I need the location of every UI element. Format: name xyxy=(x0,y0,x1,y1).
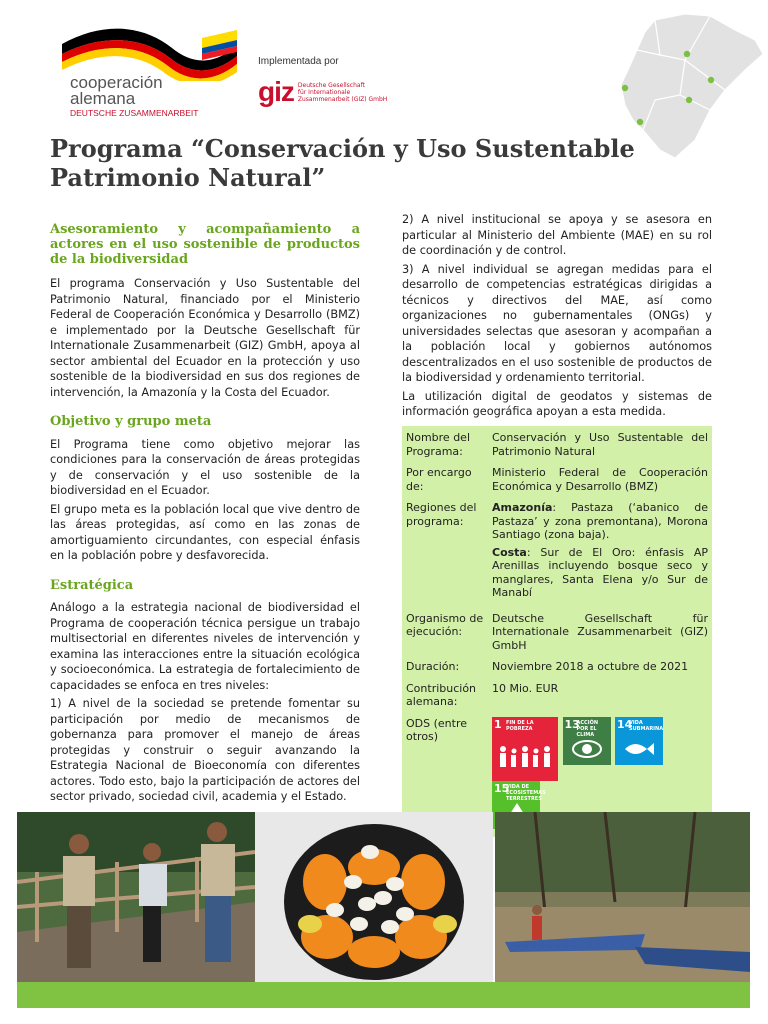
paragraph-nivel-sociedad: 1) A nivel de la sociedad se pretende fomentar su participación por medio de mecanismos de gobernanza para promover el manejo de áreas protegidas y construir o seguir avanzando la Estrategia Nacional de Bioeconomía con diferentes actores. Todo esto, bajo la participación de actores del sector privado, sociedad civil, academia y el Estado. xyxy=(50,697,360,803)
row-value: Conservación y Uso Sustentable del Patrimonio Natural xyxy=(492,431,708,458)
row-key: Duración: xyxy=(406,660,460,673)
right-column xyxy=(402,212,712,423)
paragraph-geodatos: La utilización digital de geodatos y sistemas de información geográfica apoyan a esta medida. xyxy=(402,389,712,418)
paragraph-nivel-institucional: 2) A nivel institucional se apoya y se asesora en particular al Ministerio del Ambiente (MAE) en su rol de coordinación y de control. xyxy=(402,213,712,257)
photo-river-boats xyxy=(495,812,750,982)
paragraph-nivel-individual: 3) A nivel individual se agregan medidas para el desarrollo de competencias estratégicas dirigidas a técnicos y directivos del MAE, así como organizaciones no gubernamentales (ONGs) y universidades selectas que asesoran y acompañan a la población local y gobiernos autónomos descentralizados en el uso sostenible de productos de la biodiversidad y ordenamiento territorial. xyxy=(402,262,712,384)
row-value: Noviembre 2018 a octubre de 2021 xyxy=(492,660,689,673)
sdg-13-icon: 13 ACCIÓN POR EL CLIMA xyxy=(563,717,611,765)
row-value: 10 Mio. EUR xyxy=(492,681,559,695)
footer-green-bar xyxy=(17,982,750,1008)
table-row xyxy=(402,655,712,677)
photo-food-plate xyxy=(255,812,493,982)
giz-logo xyxy=(258,76,387,108)
sdg-1-icon: 1 FIN DE LA POBREZA xyxy=(492,717,558,781)
paragraph-grupo-meta: El grupo meta es la población local que vive dentro de las áreas protegidas, así como en las zonas de amortiguamiento circundantes, con especial énfasis en la población pobre y desfavorecida. xyxy=(50,502,360,562)
page-title xyxy=(50,134,650,192)
photo-rangers-walking xyxy=(17,812,255,982)
implemented-by: Implementada por xyxy=(258,56,339,67)
heading-asesoramiento: Asesoramiento y acompañamiento a actores en el uso sostenible de productos de la biodiversidad xyxy=(50,222,360,267)
region-amazonia-text: : Pastaza (‘abanico de Pastaza’ y zona premontana), Morona Santiago (zona baja). xyxy=(492,501,708,541)
program-info-table xyxy=(402,426,712,837)
row-key: Organismo de ejecución: xyxy=(406,611,484,638)
giz-line2: für Internationale xyxy=(297,88,351,96)
paragraph-estrategia: Análogo a la estrategia nacional de biodiversidad el Programa de cooperación técnica persigue un trabajo multisectorial en diferentes niveles de intervención y examina las interacciones entre la situación ecológica y socioeconómica. La estrategia de fortalecimiento de capacidades se enfoca en tres niveles: xyxy=(50,601,360,692)
coop-line2: alemana xyxy=(70,89,136,108)
left-column xyxy=(50,222,360,808)
row-value: Ministerio Federal de Cooperación Económica y Desarrollo (BMZ) xyxy=(492,466,708,493)
row-key: Nombre del Programa: xyxy=(406,431,471,458)
region-costa-label: Costa xyxy=(492,545,527,559)
region-amazonia-label: Amazonía xyxy=(492,501,553,514)
heading-objetivo: Objetivo y grupo meta xyxy=(50,414,212,429)
table-row xyxy=(402,426,712,461)
giz-line1: Deutsche Gesellschaft xyxy=(297,81,365,89)
title-line1: Programa “Conservación y Uso Sustentable xyxy=(50,134,635,163)
row-key: Regiones del programa: xyxy=(406,501,477,528)
row-value xyxy=(492,501,708,604)
table-row xyxy=(402,496,712,607)
title-line2: Patrimonio Natural” xyxy=(50,163,326,192)
row-key: Contribución alemana: xyxy=(406,681,477,708)
cooperacion-alemana-logo xyxy=(62,26,247,126)
paragraph-objetivo: El Programa tiene como objetivo mejorar las condiciones para la conservación de áreas protegidas y de conservación y el uso sostenible de la biodiversidad en el Ecuador. xyxy=(50,437,360,497)
heading-estrategica: Estratégica xyxy=(50,577,134,593)
paragraph-intro: El programa Conservación y Uso Sustentable del Patrimonio Natural, financiado por el Ministerio Federal de Cooperación Económica y Desarrollo (BMZ) e implementado por la Deutsche Gesellschaft für Internationale Zusammenarbeit (GIZ) GmbH, apoya al sector ambiental del Ecuador en la protección y uso sostenible de la biodiversidad en sus dos regiones de intervención, la Amazonía y la Costa del Ecuador. xyxy=(50,277,360,399)
coop-sub: DEUTSCHE ZUSAMMENARBEIT xyxy=(70,108,199,118)
row-value: Deutsche Gesellschaft für Internationale Zusammenarbeit (GIZ) GmbH xyxy=(492,611,708,652)
coop-line1: cooperación xyxy=(70,73,163,92)
sdg-14-icon: 14 VIDA SUBMARINA xyxy=(615,717,663,765)
sdg-15-icon: 15 VIDA DE ECOSISTEMAS TERRESTRES xyxy=(492,781,540,829)
table-row xyxy=(402,461,712,496)
giz-word: giz xyxy=(258,76,294,107)
row-key: ODS (entre otros) xyxy=(406,716,467,743)
region-costa-text: : Sur de El Oro: énfasis AP Arenillas incluyendo bosque seco y manglares, Santa Elena y/o Sur de Manabí xyxy=(492,545,708,599)
giz-line3: Zusammenarbeit (GIZ) GmbH xyxy=(297,95,388,103)
row-key: Por encargo de: xyxy=(406,466,472,493)
table-row xyxy=(402,607,712,656)
table-row xyxy=(402,677,712,712)
